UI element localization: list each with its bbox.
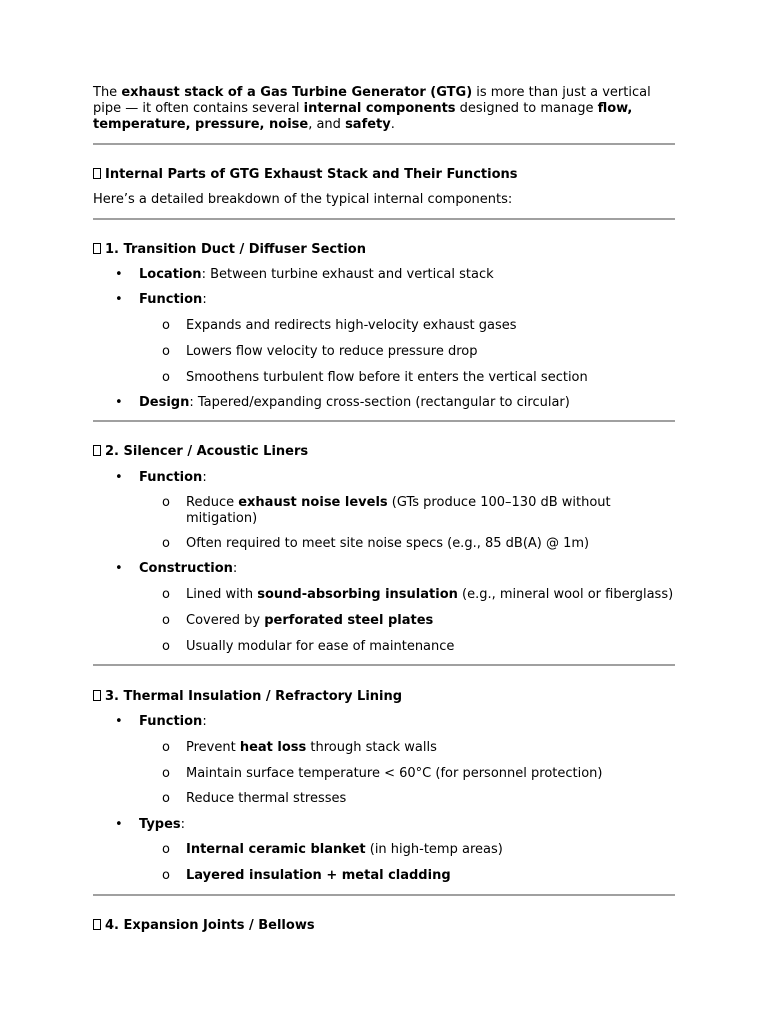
sub-list-item [162, 344, 478, 360]
item-text: Maintain surface temperature < 60°C (for personnel protection) [186, 766, 603, 781]
item-text: Reduce thermal stresses [186, 791, 347, 806]
sub-list-item [162, 868, 451, 884]
bullet-icon: • [115, 714, 123, 729]
item-text: Expands and redirects high-velocity exhaust gases [186, 318, 517, 333]
item-text: Reduce [186, 495, 239, 510]
bullet-icon: • [115, 395, 123, 410]
bullet-icon: o [162, 613, 170, 628]
item-text: (GTs produce 100–130 dB without [387, 495, 611, 510]
section-intro: Here’s a detailed breakdown of the typical internal components: [93, 192, 513, 207]
bullet-icon: • [115, 470, 123, 485]
bullet-icon: o [162, 370, 170, 385]
item-text: mitigation) [186, 511, 258, 526]
bullet-icon: o [162, 639, 170, 654]
list-item [115, 470, 207, 485]
sub-list-item [162, 842, 503, 858]
sec4-heading [93, 918, 315, 933]
sec1-heading [93, 242, 366, 257]
item-text: Lowers flow velocity to reduce pressure drop [186, 344, 478, 359]
item-text: : [202, 714, 207, 729]
item-label: Design [139, 395, 190, 410]
sec1-title: 1. Transition Duct / Diffuser Section [105, 242, 366, 257]
item-label: Location [139, 267, 202, 282]
item-text: : [202, 292, 207, 307]
bullet-icon: o [162, 587, 170, 602]
intro-text: is more than just a vertical pipe — it often contains several [93, 85, 651, 116]
item-text: : [202, 470, 207, 485]
sec2-heading [93, 444, 308, 459]
sec3-heading [93, 689, 402, 704]
item-bold: exhaust noise levels [238, 495, 388, 510]
intro-bold: internal components [303, 101, 456, 116]
item-bold: perforated steel plates [264, 613, 434, 628]
bullet-icon: o [162, 842, 170, 857]
intro-paragraph [93, 85, 668, 133]
list-item [115, 292, 207, 307]
bullet-icon: o [162, 318, 170, 333]
bullet-icon: o [162, 740, 170, 755]
sub-list-item [162, 318, 517, 334]
item-bold: Internal ceramic blanket [186, 842, 366, 857]
missing-glyph-icon [93, 919, 101, 930]
list-item [115, 817, 186, 832]
horizontal-rule [93, 894, 675, 896]
item-text: : [232, 561, 238, 576]
sub-list-item [162, 536, 590, 552]
sub-list-item [162, 370, 588, 386]
sub-list-item [162, 791, 347, 807]
item-text: (in high-temp areas) [365, 842, 503, 857]
item-bold: heat loss [239, 740, 307, 755]
list-item [115, 561, 238, 576]
item-text: Prevent [186, 740, 240, 755]
intro-text: The [93, 85, 122, 100]
bullet-icon: • [115, 267, 123, 282]
item-text: Lined with [186, 587, 258, 602]
item-text: Often required to meet site noise specs (e.g., 85 dB(A) @ 1m) [186, 536, 590, 551]
bullet-icon: • [115, 561, 123, 576]
list-item [115, 714, 207, 729]
intro-text: . [390, 117, 395, 132]
intro-text: designed to manage [455, 101, 598, 116]
missing-glyph-icon [93, 168, 101, 179]
item-label: Function [139, 714, 203, 729]
bullet-icon: o [162, 495, 170, 510]
sub-list-item [162, 766, 603, 782]
intro-bold: safety [345, 117, 391, 132]
item-text: Smoothens turbulent flow before it enters the vertical section [186, 370, 588, 385]
bullet-icon: o [162, 791, 170, 806]
item-bold: Layered insulation + metal cladding [186, 868, 451, 883]
bullet-icon: o [162, 766, 170, 781]
item-label: Function [139, 292, 203, 307]
list-item [115, 395, 570, 410]
item-text: : Tapered/expanding cross-section (rectangular to circular) [189, 395, 570, 410]
intro-bold: exhaust stack of a Gas Turbine Generator (GTG) [121, 85, 473, 100]
item-text: : [180, 817, 186, 832]
intro-bold: flow, temperature, pressure, noise [93, 101, 633, 132]
sec3-title: 3. Thermal Insulation / Refractory Lining [105, 689, 403, 704]
missing-glyph-icon [93, 445, 101, 456]
bullet-icon: o [162, 868, 170, 883]
item-text: through stack walls [306, 740, 437, 755]
sec4-title: 4. Expansion Joints / Bellows [105, 918, 315, 933]
missing-glyph-icon [93, 690, 101, 701]
item-label: Function [139, 470, 203, 485]
sub-list-item [162, 587, 674, 603]
bullet-icon: o [162, 344, 170, 359]
bullet-icon: • [115, 817, 123, 832]
horizontal-rule [93, 420, 675, 422]
sub-list-item [162, 495, 611, 527]
section-heading [93, 167, 518, 182]
item-text: (e.g., mineral wool or fiberglass) [457, 587, 674, 602]
sub-list-item [162, 613, 434, 629]
item-text: Usually modular for ease of maintenance [186, 639, 455, 654]
item-text: Covered by [186, 613, 265, 628]
section-heading-text: Internal Parts of GTG Exhaust Stack and Their Functions [105, 167, 518, 182]
sub-list-item [162, 639, 455, 655]
bullet-icon: o [162, 536, 170, 551]
item-bold: sound-absorbing insulation [257, 587, 458, 602]
sec2-title: 2. Silencer / Acoustic Liners [105, 444, 309, 459]
missing-glyph-icon [93, 243, 101, 254]
list-item [115, 267, 494, 282]
item-text: : Between turbine exhaust and vertical stack [201, 267, 494, 282]
intro-text: , and [308, 117, 346, 132]
horizontal-rule [93, 664, 675, 666]
bullet-icon: • [115, 292, 123, 307]
horizontal-rule [93, 143, 675, 145]
sub-list-item [162, 740, 437, 756]
item-label: Construction [139, 561, 233, 576]
horizontal-rule [93, 218, 675, 220]
item-label: Types [139, 817, 181, 832]
